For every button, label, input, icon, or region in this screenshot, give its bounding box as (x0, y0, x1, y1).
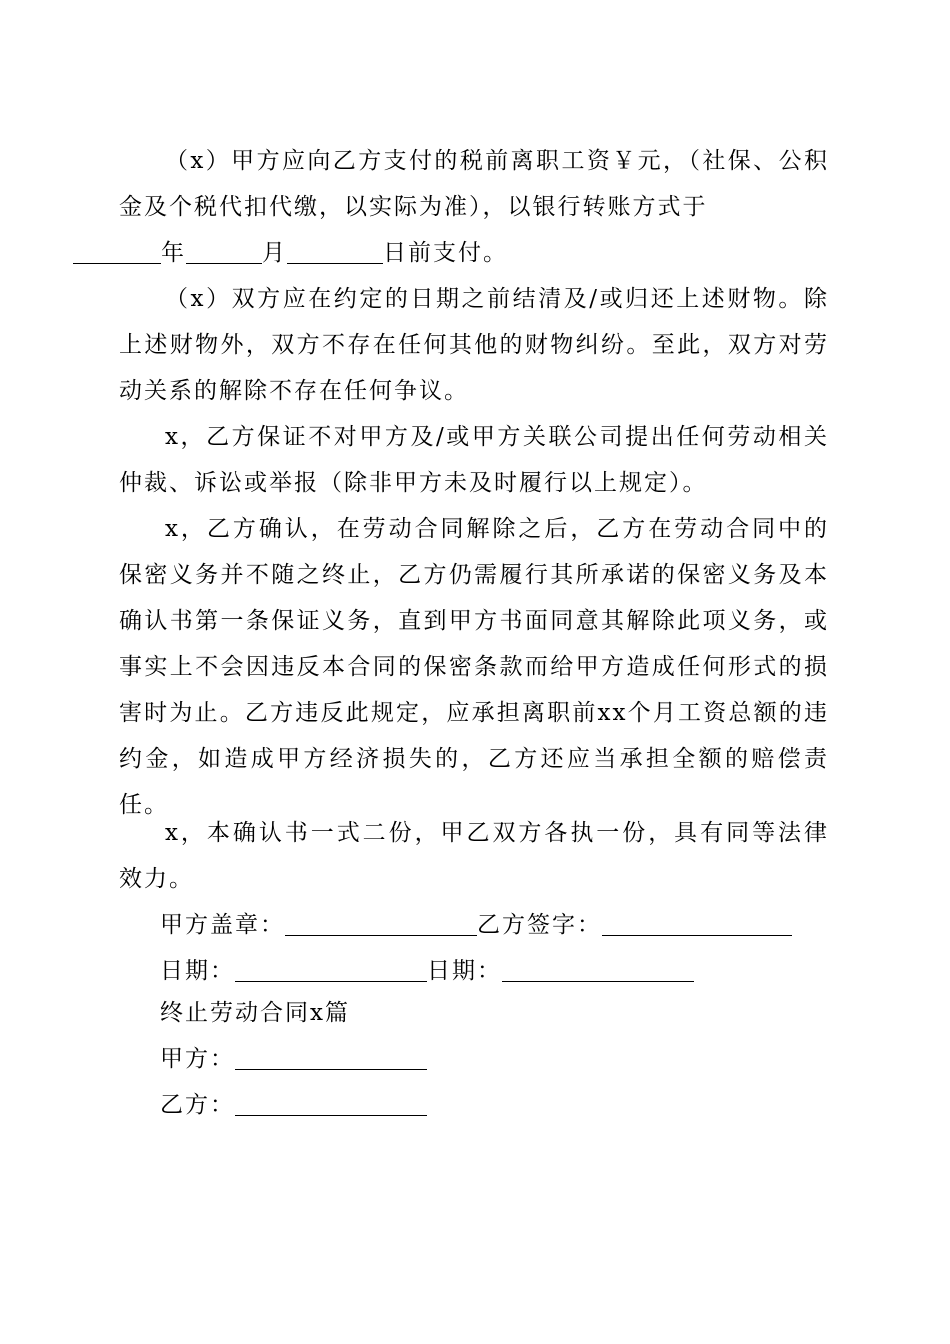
party-a-seal-label: 甲方盖章： (160, 912, 285, 938)
paragraph-property-settlement: （x）双方应在约定的日期之前结清及/或归还上述财物。除上述财物外，双方不存在任何其他的财物纠纷。至此，双方对劳动关系的解除不存在任何争议。 (119, 286, 829, 404)
party-b-label: 乙方： (160, 1092, 235, 1118)
party-b-sign-label: 乙方签字： (477, 912, 602, 938)
party-a-label: 甲方： (160, 1046, 235, 1072)
date-blank-b (502, 951, 694, 982)
date-label-b: 日期： (427, 958, 502, 984)
month-blank (186, 233, 262, 264)
party-b-row (160, 1082, 427, 1128)
day-blank (287, 233, 383, 264)
section-title: 终止劳动合同x篇 (160, 1000, 350, 1026)
paragraph-no-claims: x，乙方保证不对甲方及/或甲方关联公司提出任何劳动相关仲裁、诉讼或举报（除非甲方未及时履行以上规定）。 (119, 424, 829, 496)
party-b-sign-blank (602, 905, 792, 936)
date-label-a: 日期： (160, 958, 235, 984)
salary-payment-text: （x）甲方应向乙方支付的税前离职工资￥元，（社保、公积金及个税代扣代缴，以实际为准），以银行转账方式于 (119, 148, 829, 220)
party-a-seal-blank (285, 905, 477, 936)
year-label: 年 (161, 240, 186, 266)
date-row (160, 948, 694, 994)
paragraph-salary-payment (119, 138, 829, 276)
party-a-blank (235, 1039, 427, 1070)
date-blank-a (235, 951, 427, 982)
year-blank (73, 233, 161, 264)
party-b-blank (235, 1085, 427, 1116)
paragraph-confidentiality: x，乙方确认，在劳动合同解除之后，乙方在劳动合同中的保密义务并不随之终止，乙方仍需履行其所承诺的保密义务及本确认书第一条保证义务，直到甲方书面同意其解除此项义务，或事实上不会因违反本合同的保密条款而给甲方造成任何形式的损害时为止。乙方违反此规定，应承担离职前xx个月工资总额的违约金，如造成甲方经济损失的，乙方还应当承担全额的赔偿责任。 (119, 516, 829, 818)
signature-row (160, 902, 792, 948)
day-suffix-text: 日前支付。 (383, 240, 508, 266)
party-a-row (160, 1036, 427, 1082)
month-label: 月 (262, 240, 287, 266)
paragraph-copies: x，本确认书一式二份，甲乙双方各执一份，具有同等法律效力。 (119, 820, 829, 892)
